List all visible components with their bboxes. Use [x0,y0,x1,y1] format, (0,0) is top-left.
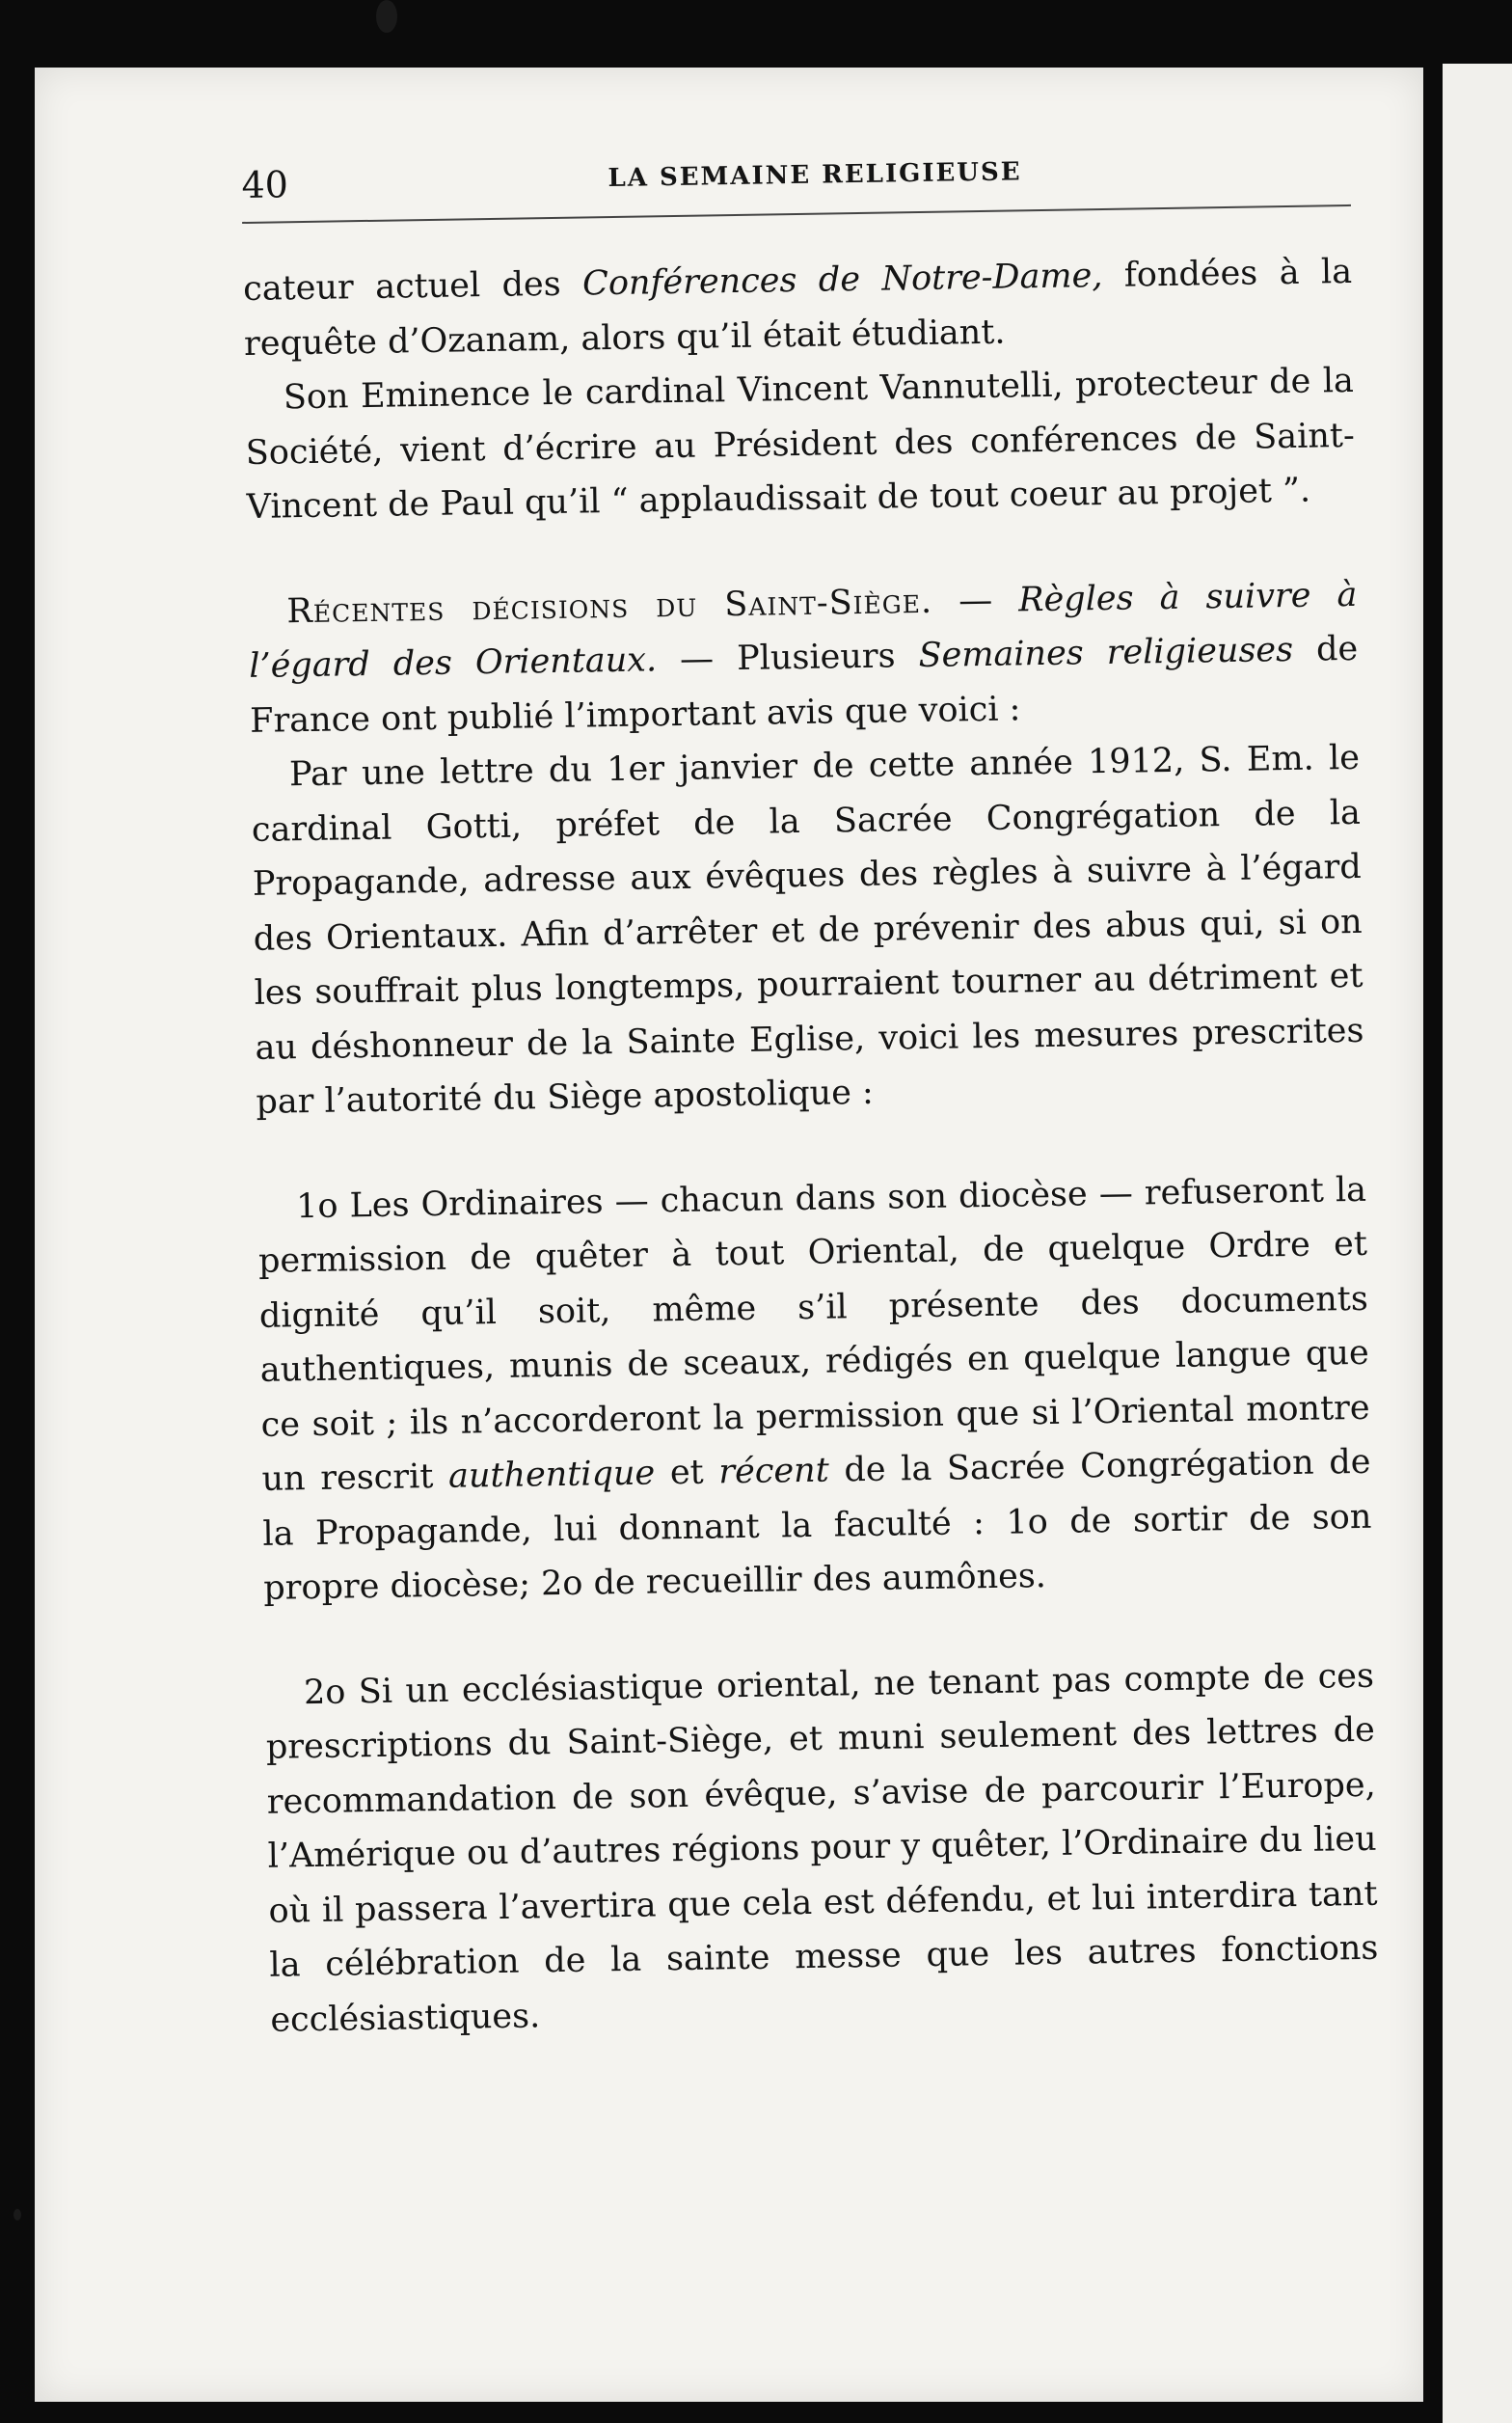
paragraph [257,1162,1373,1616]
paragraph [245,354,1357,535]
italic-run: authentique [447,1454,656,1496]
paragraph [243,245,1354,371]
page-gutter [1423,64,1443,2423]
text-run: — Plusieurs [656,637,919,680]
page-number: 40 [241,163,289,206]
section-heading-paragraph [248,567,1360,749]
italic-run: Conférences de Notre-Dame, [581,256,1103,304]
ink-speck [376,0,397,33]
section-heading: Récentes décisions du Saint-Siège. [286,582,933,631]
running-title: LA SEMAINE RELIGIEUSE [608,157,1022,194]
paragraph [265,1648,1380,2048]
text-run: fondées à la requête d’Ozanam, alors qu’il était étudiant. [243,252,1353,364]
paragraph [251,731,1365,1130]
italic-run: Semaines religieuses [918,630,1294,676]
ink-speck [14,2209,21,2220]
text-run: cateur actuel des [242,264,583,309]
text-run: 1o Les Ordinaires — chacun dans son diocèse — refuseront la permission de quêter à tout Oriental, de quelque Ordre et dignité qu’il soit, même s’il présente des documents authentiques, munis de sceaux, rédigés en quelque langue que ce soit ; ils n’accorderont la permission que si l’Oriental montre un rescrit [257,1170,1370,1499]
text-column [241,137,1380,2048]
text-run: Son Eminence le cardinal Vincent Vannutelli, protecteur de la Société, vient d’écrire au Président des conférences de Saint-Vincent de Paul qu’il “ applaudissait de tout coeur au projet ”. [245,361,1356,527]
text-run: 2o Si un ecclésiastique oriental, ne tenant pas compte de ces prescriptions du Saint-Siège, et muni seulement des lettres de recommandation de son évêque, s’avise de parcourir l’Europe, l’Amérique ou d’autres régions pour y quêter, l’Ordinaire du lieu où il passera l’avertira que cela est défendu, et lui interdira tant la célébration de la sainte messe que les autres fonctions ecclésiastiques. [265,1656,1379,2040]
text-run: de la Sacrée Congrégation de la Propagande, lui donnant la faculté : 1o de sortir de son propre diocèse; 2o de recueillir des aumônes. [262,1442,1372,1608]
text-run: de France ont publié l’important avis que voici : [249,629,1359,741]
italic-run: Règles à suivre à l’égard des Orientaux. [249,575,1358,686]
text-run: Par une lettre du 1er janvier de cette année 1912, S. Em. le cardinal Gotti, préfet de la Sacrée Congrégation de la Propagande, adresse aux évêques des règles à suivre à l’égard des Orientaux. Afin d’arrêter et de prévenir des abus qui, si on les souffrait plus longtemps, pourraient tourner au détriment et au déshonneur de la Sainte Eglise, voici les mesures prescrites par l’autorité du Siège apostolique : [251,738,1364,1122]
body-text [243,245,1380,2048]
facing-page-edge [1443,64,1512,2423]
italic-run: récent [718,1451,830,1492]
text-run: — [932,580,1019,621]
text-run: et [654,1453,719,1493]
